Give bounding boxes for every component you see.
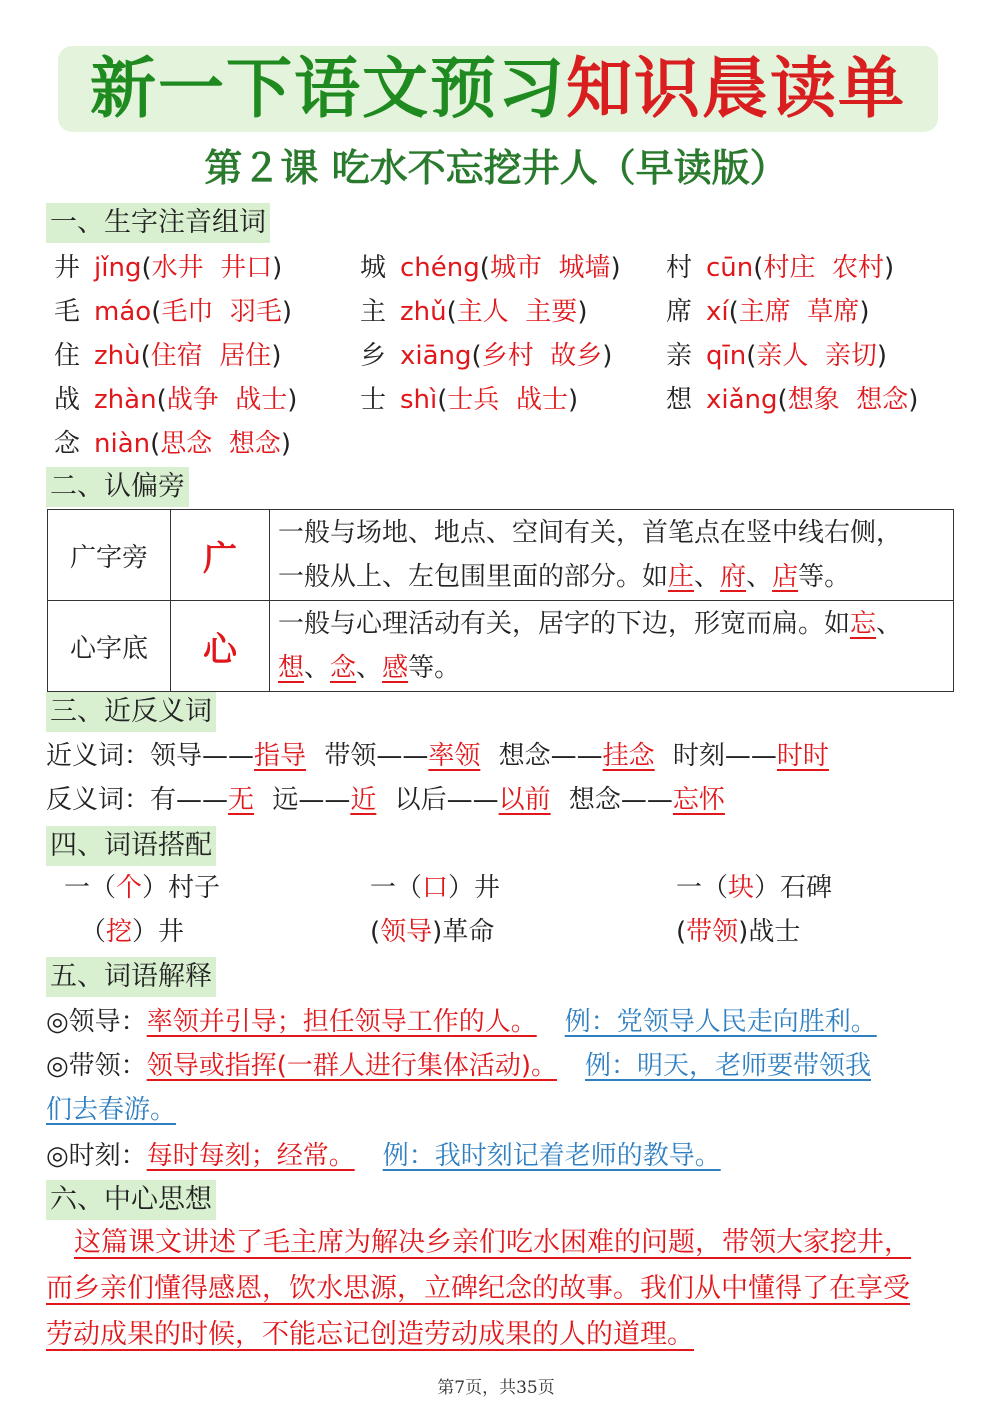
radical-row [48,601,954,692]
words: 主席 草席 [738,297,860,327]
synonyms-row [46,736,829,776]
paren-open: ( [140,341,151,371]
paren-open: ( [777,385,788,415]
pinyin: xiǎng [706,385,778,415]
definition [46,1002,877,1042]
character: 席 [666,297,693,327]
title-part1: 新一下语文预习 [90,50,566,127]
word: 有—— [150,785,229,815]
section-heading-5: 五、词语解释 [46,957,216,997]
title-banner [58,46,938,132]
paren-open: ( [156,385,167,415]
radical-description [270,601,954,692]
section-heading-1: 一、生字注音组词 [46,203,270,243]
word: 以后—— [394,785,499,815]
answer: 以前 [498,785,551,815]
pinyin: jǐng [94,253,142,283]
pinyin: máo [94,297,152,327]
section-heading-4: 四、词语搭配 [46,826,216,866]
meaning: 率领并引导；担任领导工作的人。 [146,1007,537,1037]
paren-open: ( [746,341,757,371]
example: 例：我时刻记着老师的教导。 [382,1141,721,1171]
separator: 、 [746,562,773,592]
antonyms-label: 反义词： [46,785,151,815]
paragraph-line: 劳动成果的时候，不能忘记创造劳动成果的人的道理。 [46,1319,694,1350]
collocation: (带领)战士 [676,917,801,947]
radical-description [270,510,954,601]
paren-close: ) [577,297,588,327]
answer: 近 [350,785,377,815]
radical-char: 心 [171,601,270,692]
page-title [90,50,906,127]
meaning: 每时每刻；经常。 [146,1141,355,1171]
paren-open: ( [446,297,457,327]
words: 思念 想念 [160,429,281,459]
term: ◎带领： [46,1051,147,1081]
radical-example: 店 [772,562,799,592]
paren-close: ) [280,429,291,459]
pinyin: xí [706,297,729,327]
character-entry [54,248,282,288]
character: 村 [666,253,693,283]
radical-char: 广 [171,510,270,601]
antonyms-row [46,780,725,820]
paragraph-line: 而乡亲们懂得感恩，饮水思源，立碑纪念的故事。我们从中懂得了在享受 [46,1273,910,1304]
character: 亲 [666,341,693,371]
central-idea-paragraph [46,1220,946,1358]
paren-open: ( [141,253,152,283]
paren-close: ) [567,385,579,415]
pinyin: shì [400,385,438,415]
radical-table [47,509,954,692]
character: 乡 [360,341,387,371]
character: 主 [360,297,387,327]
collocation: 一（块）石碑 [676,873,833,903]
radical-example: 念 [330,653,357,683]
term: ◎领导： [46,1007,147,1037]
definition [46,1046,871,1086]
character: 士 [360,385,387,415]
radical-desc-line [278,555,945,599]
pinyin: zhàn [94,385,157,415]
words: 士兵 战士 [447,385,568,415]
words: 想象 想念 [787,385,909,415]
paren-close: ) [610,253,621,283]
words: 亲人 亲切 [756,341,877,371]
separator: 、 [694,562,721,592]
character: 战 [54,385,81,415]
character-entry [360,248,621,288]
radical-name: 心字底 [48,601,171,692]
word: 领导—— [150,741,255,771]
section-heading-6: 六、中心思想 [46,1180,216,1220]
paren-open: ( [471,341,482,371]
separator: 、 [876,609,903,639]
radical-desc-line [278,646,945,690]
collocation: (领导)革命 [370,917,495,947]
words: 住宿 居住 [150,341,272,371]
collocation: 一（个）村子 [64,873,221,903]
paren-open: ( [728,297,739,327]
answer: 时时 [776,741,829,771]
example: 例：党领导人民走向胜利。 [564,1007,877,1037]
example: 们去春游。 [46,1095,177,1125]
character: 毛 [54,297,81,327]
title-part2: 知识晨读单 [566,50,906,127]
word: 想念—— [568,785,673,815]
character-entry [666,248,894,288]
section-heading-2: 二、认偏旁 [46,467,189,507]
character-entry [54,336,281,376]
radical-example: 想 [278,653,305,683]
radical-name: 广字旁 [48,510,171,601]
collocation: （挖）井 [80,917,185,947]
character: 念 [54,429,81,459]
radical-example: 庄 [668,562,695,592]
lesson-title: 第２课 吃水不忘挖井人（早读版） [204,146,788,190]
separator: 、 [356,653,383,683]
radical-example: 感 [382,653,409,683]
words: 毛巾 羽毛 [161,297,282,327]
radical-desc-end: 等。 [408,653,461,683]
paren-close: ) [271,341,282,371]
section-heading-3: 三、近反义词 [46,692,216,732]
radical-desc-line: 一般与场地、地点、空间有关，首笔点在竖中线右侧， [278,518,903,548]
radical-desc-text: 一般与心理活动有关，居字的下边，形宽而扁。如 [278,609,851,639]
paren-close: ) [876,341,888,371]
paren-close: ) [908,385,919,415]
radical-desc-line [278,602,945,646]
character-entry [54,380,297,420]
character-entry [360,292,587,332]
character: 井 [54,253,81,283]
paren-open: ( [479,253,490,283]
character-entry [666,380,918,420]
character-entry [54,424,291,464]
radical-example: 忘 [850,609,877,639]
paren-close: ) [272,253,283,283]
character: 住 [54,341,81,371]
paren-open: ( [151,297,162,327]
example: 例：明天，老师要带领我 [584,1051,871,1081]
answer: 无 [228,785,255,815]
paren-open: ( [437,385,448,415]
page-number: 第7页，共35页 [437,1378,555,1398]
definition [46,1136,721,1176]
paren-close: ) [281,297,293,327]
collocation: 一（口）井 [370,873,501,903]
word: 远—— [272,785,351,815]
term: ◎时刻： [46,1141,147,1171]
radical-row [48,510,954,601]
separator: 、 [304,653,331,683]
character-entry [666,336,887,376]
radical-example: 府 [720,562,747,592]
definition-continued [46,1090,176,1130]
word: 时刻—— [672,741,777,771]
character-entry [666,292,869,332]
words: 战争 战士 [166,385,288,415]
answer: 忘怀 [672,785,725,815]
answer: 率领 [428,741,481,771]
pinyin: xiāng [400,341,472,371]
pinyin: chéng [400,253,480,283]
character: 想 [666,385,693,415]
paragraph-line: 这篇课文讲述了毛主席为解决乡亲们吃水困难的问题，带领大家挖井， [74,1227,911,1258]
paren-open: ( [753,253,764,283]
pinyin: qīn [706,341,747,371]
paren-open: ( [150,429,161,459]
words: 城市 城墙 [489,253,611,283]
radical-desc-text: 一般从上、左包围里面的部分。如 [278,562,669,592]
words: 村庄 农村 [763,253,884,283]
radical-desc-end: 等。 [798,562,851,592]
character-entry [360,380,578,420]
pinyin: zhǔ [400,297,447,327]
answer: 挂念 [602,741,655,771]
paren-close: ) [287,385,298,415]
paren-close: ) [859,297,870,327]
synonyms-label: 近义词： [46,741,151,771]
words: 主人 主要 [456,297,578,327]
character: 城 [360,253,387,283]
pinyin: niàn [94,429,151,459]
meaning: 领导或指挥(一群人进行集体活动)。 [146,1051,557,1081]
paren-close: ) [883,253,895,283]
paren-close: ) [602,341,613,371]
pinyin: cūn [706,253,754,283]
word: 想念—— [498,741,603,771]
character-entry [54,292,292,332]
words: 乡村 故乡 [481,341,603,371]
answer: 指导 [254,741,307,771]
pinyin: zhù [94,341,141,371]
words: 水井 井口 [151,253,273,283]
word: 带领—— [324,741,429,771]
character-entry [360,336,612,376]
